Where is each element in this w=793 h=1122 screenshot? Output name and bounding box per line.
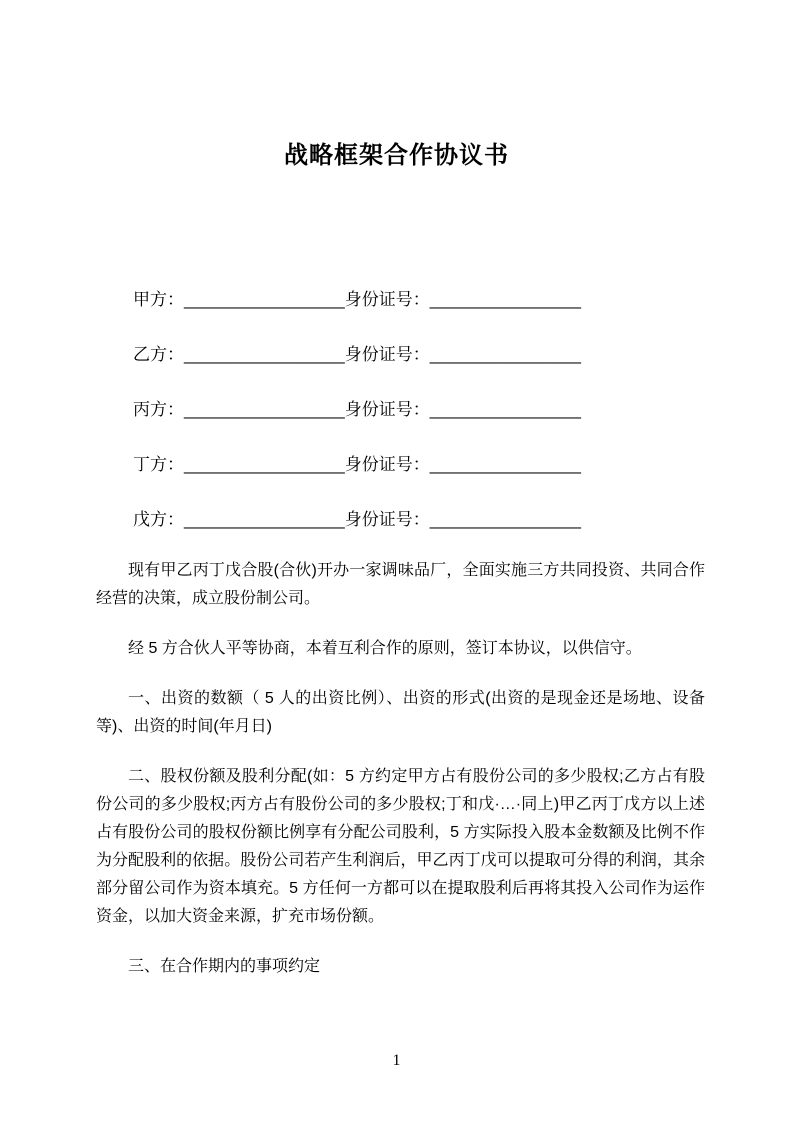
id-number-label: 身份证号： <box>344 510 430 529</box>
paragraph-intro: 现有甲乙丙丁戊合股(合伙)开办一家调味品厂，全面实施三方共同投资、共同合作经营的决策，成立股份制公司。 <box>96 562 705 607</box>
party-label: 丁方： <box>133 455 184 474</box>
id-number-blank-line: ________________ <box>429 510 582 529</box>
party-name-blank-line: _________________ <box>184 345 345 364</box>
party-label: 丙方： <box>133 400 184 419</box>
id-number-blank-line: ________________ <box>429 345 582 364</box>
id-number-label: 身份证号： <box>344 400 430 419</box>
party-row-bingfang <box>96 396 705 424</box>
party-label: 乙方： <box>133 345 184 364</box>
paragraph-clause-1: 一、出资的数额（ 5 人的出资比例）、出资的形式(出资的是现金还是场地、设备等)、出资的时间(年月日) <box>96 690 705 735</box>
document-body <box>0 286 793 981</box>
id-number-label: 身份证号： <box>344 290 430 309</box>
party-name-blank-line: _________________ <box>184 510 345 529</box>
party-name-blank-line: _________________ <box>184 290 345 309</box>
party-name-blank-line: _________________ <box>184 400 345 419</box>
id-number-blank-line: ________________ <box>429 290 582 309</box>
page-number: 1 <box>392 1052 401 1069</box>
id-number-blank-line: ________________ <box>429 400 582 419</box>
party-name-blank-line: _________________ <box>184 455 345 474</box>
id-number-blank-line: ________________ <box>429 455 582 474</box>
paragraph-agreement-basis: 经 5 方合伙人平等协商，本着互利合作的原则，签订本协议，以供信守。 <box>128 640 642 657</box>
party-row-yifang <box>96 341 705 369</box>
party-row-dingfang <box>96 451 705 479</box>
id-number-label: 身份证号： <box>344 455 430 474</box>
id-number-label: 身份证号： <box>344 345 430 364</box>
document-title: 战略框架合作协议书 <box>284 142 509 169</box>
party-row-wufang <box>96 506 705 534</box>
paragraph-clause-2: 二、股权份额及股利分配(如：5 方约定甲方占有股份公司的多少股权;乙方占有股份公司的多少股权;丙方占有股份公司的多少股权;丁和戊·…·同上)甲乙丙丁戊方以上述占有股份公司的股权份额比例享有分配公司股利，5 方实际投入股本金数额及比例不作为分配股利的依据。股份公司若产生利润后，甲乙丙丁戊可以提取可分得的利润，其余部分留公司作为资本填充。5 方任何一方都可以在提取股利后再将其投入公司作为运作资金，以加大资金来源，扩充市场份额。 <box>96 768 705 925</box>
paragraph-clause-3: 三、在合作期内的事项约定 <box>128 958 321 975</box>
party-label: 戊方： <box>133 510 184 529</box>
party-row-jiafang <box>96 286 705 314</box>
party-label: 甲方： <box>133 290 184 309</box>
parties-section <box>96 286 705 534</box>
